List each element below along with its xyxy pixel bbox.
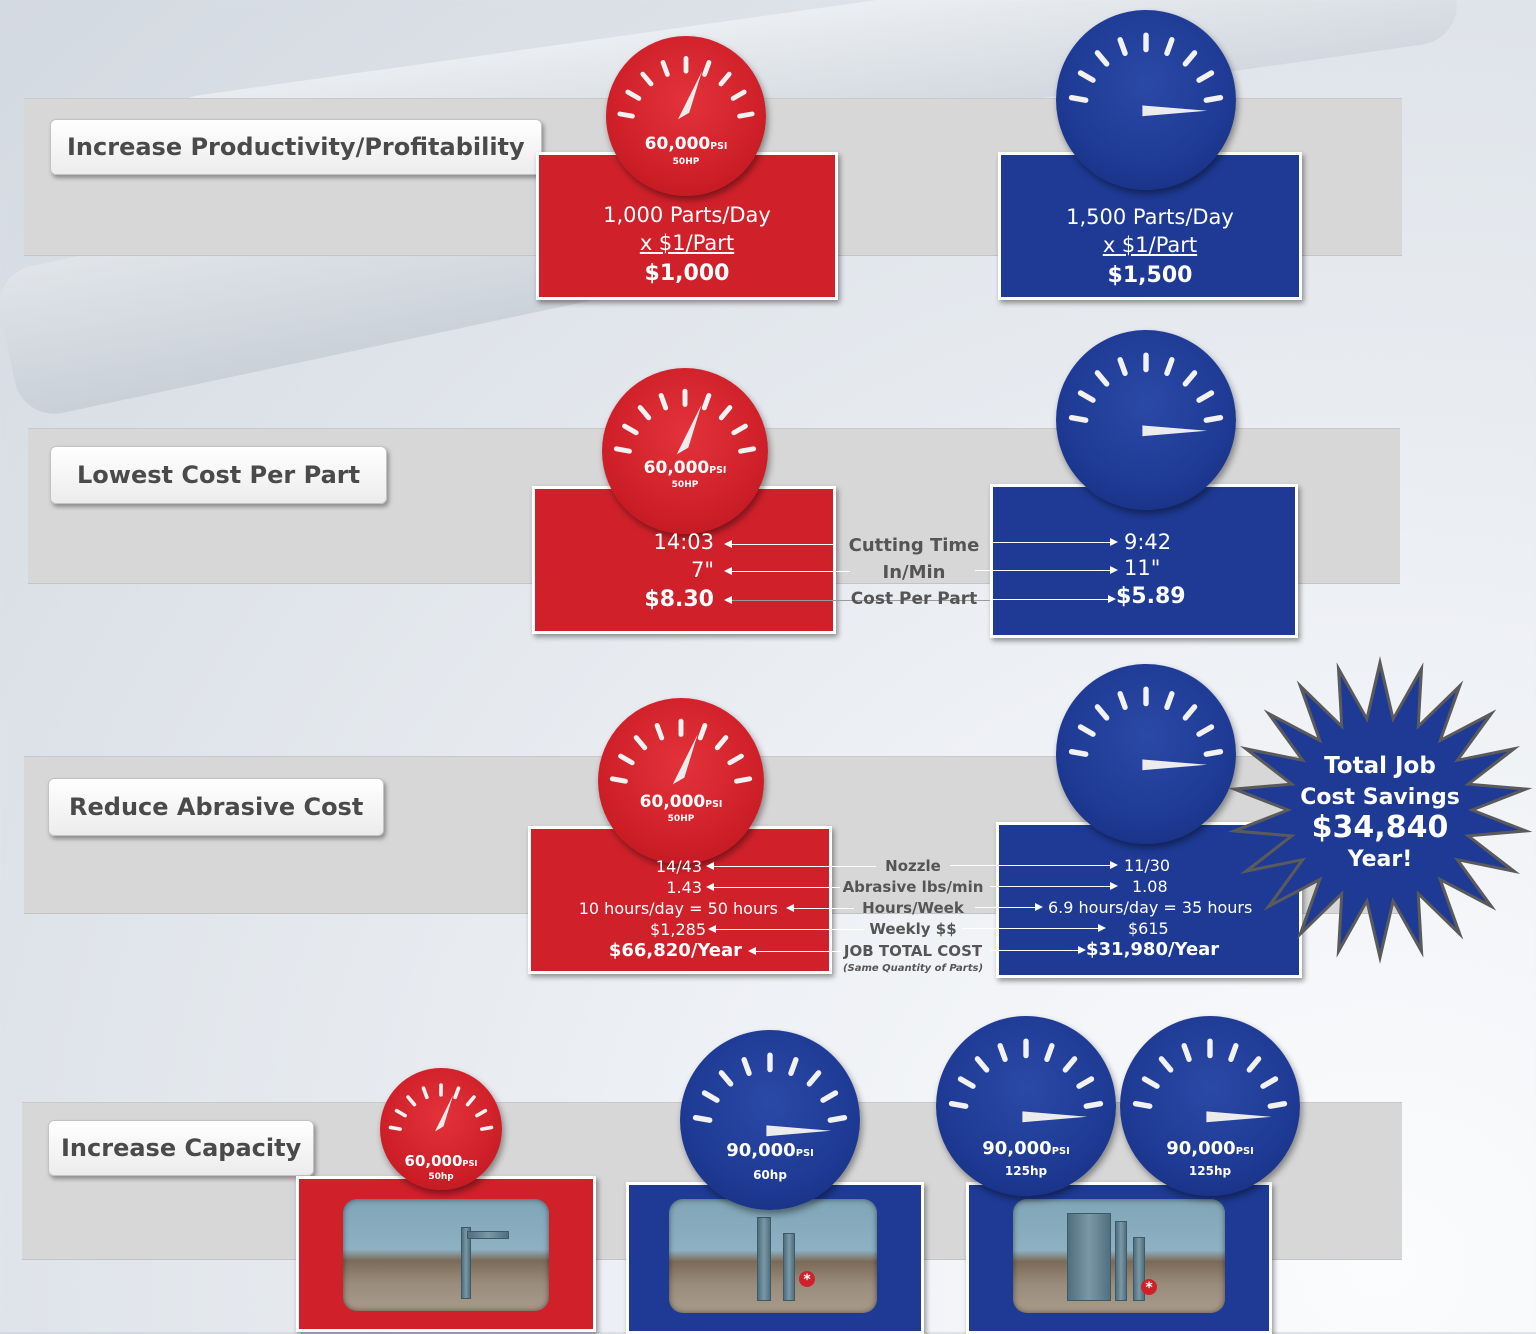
gauge-tick xyxy=(741,449,754,451)
gauge-tick xyxy=(1206,98,1220,101)
section-label-text: Lowest Cost Per Part xyxy=(77,461,361,489)
gauge-tick xyxy=(1120,360,1125,374)
gauge-tick xyxy=(391,1127,401,1129)
blue-gauge xyxy=(1056,330,1236,510)
gauge-unit: PSI xyxy=(462,1158,478,1168)
cut-parts-photo xyxy=(669,1199,877,1313)
parts-per-day: 1,000 Parts/Day xyxy=(603,203,771,227)
gauge-tick xyxy=(628,92,639,98)
row-right-value: 6.9 hours/day = 35 hours xyxy=(1048,898,1253,917)
gauge-needle xyxy=(678,71,702,119)
gauge-needle xyxy=(1142,759,1207,770)
gauge-tick xyxy=(830,1118,844,1121)
gauge-dial-icon xyxy=(680,1030,860,1210)
starburst-line4: Year! xyxy=(1347,847,1413,872)
gauge-tick xyxy=(1086,1104,1100,1107)
gauge-tick xyxy=(823,1093,835,1100)
gauge-tick xyxy=(455,1088,458,1097)
gauge-tick xyxy=(705,62,709,74)
row-left-value: $8.30 xyxy=(644,587,714,612)
gauge-tick xyxy=(625,426,637,433)
capacity-gauge xyxy=(1120,1016,1300,1196)
gauge-tick xyxy=(1249,1059,1258,1070)
gauge-tick xyxy=(408,1097,414,1104)
gauge-unit: PSI xyxy=(795,1148,814,1159)
row-label: Cost Per Part xyxy=(850,589,978,609)
arrow-right xyxy=(990,950,1078,951)
gauge-hp: 125hp xyxy=(1188,1164,1232,1178)
gauge-tick xyxy=(1072,418,1086,421)
gauge-tick xyxy=(1206,752,1220,755)
gauge-hp: 50HP xyxy=(671,480,699,490)
row-left-value: 10 hours/day = 50 hours xyxy=(578,899,778,918)
cut-part xyxy=(757,1217,771,1301)
cut-part xyxy=(1115,1221,1127,1301)
gauge-tick xyxy=(661,395,666,407)
gauge-tick xyxy=(620,114,633,116)
arrow-right xyxy=(975,907,1035,908)
cut-parts-photo xyxy=(343,1199,549,1311)
capacity-gauge xyxy=(936,1016,1116,1196)
gauge-needle xyxy=(677,405,702,455)
gauge-tick xyxy=(1072,98,1086,101)
gauge-tick xyxy=(482,1127,492,1129)
gauge-tick xyxy=(1000,1046,1005,1060)
gauge-tick xyxy=(1167,40,1172,54)
gauge-tick xyxy=(468,1097,474,1104)
gauge-tick xyxy=(1120,694,1125,708)
gauge-dial-icon xyxy=(606,36,766,196)
gauge-tick xyxy=(721,408,730,418)
gauge-tick xyxy=(721,1073,730,1084)
row-label: Hours/Week xyxy=(862,899,964,917)
capacity-gauge xyxy=(680,1030,860,1210)
section-label-capacity xyxy=(48,1120,314,1176)
gauge-tick xyxy=(612,779,625,781)
section-label-text: Reduce Abrasive Cost xyxy=(69,793,364,821)
gauge-hp: 50HP xyxy=(667,814,695,824)
parts-per-day: 1,500 Parts/Day xyxy=(1066,205,1234,229)
row-right-value: 11/30 xyxy=(1124,856,1171,875)
gauge-tick xyxy=(1263,1079,1275,1086)
gauge-tick xyxy=(1079,1079,1091,1086)
gauge-psi: 60,000 xyxy=(643,458,710,478)
gauge-tick xyxy=(636,738,645,748)
arrow-right xyxy=(975,570,1110,571)
gauge-hp: 60hp xyxy=(753,1168,787,1182)
gauge-tick xyxy=(1185,53,1194,64)
gauge-dial-icon xyxy=(1056,664,1236,844)
gauge-tick xyxy=(961,1079,973,1086)
arrow-right xyxy=(990,886,1110,887)
row-label: JOB TOTAL COST xyxy=(843,942,983,960)
capacity-panel-red xyxy=(296,1176,596,1332)
arrow-right xyxy=(962,928,1098,929)
row-left-value: 14/43 xyxy=(655,857,702,876)
asterisk-badge: * xyxy=(1141,1279,1157,1295)
row-label: Weekly $$ xyxy=(869,920,957,938)
section-label-text: Increase Capacity xyxy=(61,1134,302,1162)
gauge-needle xyxy=(1206,1111,1271,1122)
arrow-left xyxy=(756,951,842,952)
gauge-tick xyxy=(809,1073,818,1084)
row-left-value: $1,285 xyxy=(650,920,706,939)
gauge-tick xyxy=(397,1111,405,1116)
gauge-tick xyxy=(737,779,750,781)
gauge-tick xyxy=(1081,393,1093,400)
gauge-tick xyxy=(733,92,744,98)
gauge-tick xyxy=(1185,373,1194,384)
cut-part xyxy=(1067,1213,1111,1301)
gauge-tick xyxy=(977,1059,986,1070)
gauge-psi: 60,000 xyxy=(639,792,706,812)
arrow-right xyxy=(992,542,1110,543)
gauge-tick xyxy=(1184,1046,1189,1060)
arrow-right xyxy=(990,599,1108,600)
gauge-tick xyxy=(477,1111,485,1116)
row-left-value: 1.43 xyxy=(666,878,702,897)
gauge-tick xyxy=(696,1118,710,1121)
row-right-value: $5.89 xyxy=(1116,584,1186,609)
gauge-tick xyxy=(740,114,753,116)
gauge-tick xyxy=(1097,53,1106,64)
section-label-productivity xyxy=(50,119,542,175)
gauge-hp: 50HP xyxy=(672,157,700,167)
same-quantity-note: (Same Quantity of Parts) xyxy=(842,963,984,974)
gauge-tick xyxy=(621,756,633,763)
gauge-tick xyxy=(1199,393,1211,400)
daily-total: $1,000 xyxy=(644,261,730,286)
row-label: In/Min xyxy=(882,562,946,583)
asterisk-badge: * xyxy=(799,1271,815,1287)
gauge-needle xyxy=(435,1095,453,1132)
gauge-unit: PSI xyxy=(705,799,723,810)
gauge-tick xyxy=(791,1060,796,1074)
gauge-tick xyxy=(616,449,629,451)
rate-per-part: x $1/Part xyxy=(1102,233,1198,257)
arrow-right xyxy=(950,865,1110,866)
gauge-tick xyxy=(744,1060,749,1074)
gauge-tick xyxy=(640,408,649,418)
gauge-tick xyxy=(1185,707,1194,718)
gauge-tick xyxy=(1097,373,1106,384)
row-right-value: 1.08 xyxy=(1132,877,1168,896)
red-gauge xyxy=(606,36,766,196)
gauge-hp: 125hp xyxy=(1004,1164,1048,1178)
capacity-gauge xyxy=(380,1068,502,1190)
gauge-dial-icon xyxy=(602,368,768,534)
row-left-value: 7" xyxy=(690,558,714,582)
gauge-tick xyxy=(717,738,726,748)
rate-per-part: x $1/Part xyxy=(639,231,735,255)
gauge-tick xyxy=(704,395,709,407)
gauge-tick xyxy=(1270,1104,1284,1107)
gauge-tick xyxy=(1206,418,1220,421)
row-left-value: $66,820/Year xyxy=(608,940,742,961)
arrow-left xyxy=(732,544,836,545)
gauge-tick xyxy=(1047,1046,1052,1060)
gauge-tick xyxy=(730,756,742,763)
gauge-tick xyxy=(1167,360,1172,374)
red-gauge xyxy=(602,368,768,534)
gauge-unit: PSI xyxy=(709,465,727,476)
gauge-tick xyxy=(705,1093,717,1100)
row-label: Nozzle xyxy=(885,857,941,875)
gauge-needle xyxy=(1142,425,1207,436)
gauge-psi: 90,000 xyxy=(982,1138,1052,1159)
gauge-tick xyxy=(643,74,651,84)
gauge-tick xyxy=(734,426,746,433)
red-gauge xyxy=(598,698,764,864)
cut-part xyxy=(467,1231,509,1239)
arrow-left xyxy=(732,571,850,572)
gauge-needle xyxy=(766,1125,831,1136)
row-label: Abrasive lbs/min xyxy=(842,878,984,896)
gauge-tick xyxy=(1231,1046,1236,1060)
gauge-tick xyxy=(1081,73,1093,80)
gauge-tick xyxy=(1081,727,1093,734)
daily-total: $1,500 xyxy=(1107,263,1193,288)
blue-gauge xyxy=(1056,10,1236,190)
cut-parts-photo xyxy=(1013,1199,1225,1313)
gauge-tick xyxy=(423,1088,426,1097)
gauge-tick xyxy=(952,1104,966,1107)
capacity-panel-blue-double xyxy=(966,1182,1272,1334)
gauge-tick xyxy=(1199,73,1211,80)
gauge-tick xyxy=(1097,707,1106,718)
gauge-tick xyxy=(1072,752,1086,755)
gauge-tick xyxy=(700,725,705,737)
starburst-line2: Cost Savings xyxy=(1300,785,1460,810)
gauge-unit: PSI xyxy=(1051,1146,1070,1157)
section-label-abrasive xyxy=(48,778,384,836)
arrow-left xyxy=(714,887,840,888)
section-label-text: Increase Productivity/Profitability xyxy=(67,133,525,161)
gauge-tick xyxy=(721,74,729,84)
gauge-unit: PSI xyxy=(710,141,728,152)
gauge-psi: 60,000 xyxy=(404,1152,463,1170)
gauge-hp: 50hp xyxy=(428,1172,454,1182)
savings-starburst xyxy=(1224,654,1536,966)
gauge-needle xyxy=(1142,105,1207,116)
row-right-value: $31,980/Year xyxy=(1086,939,1220,960)
gauge-psi: 90,000 xyxy=(726,1140,796,1161)
gauge-needle xyxy=(673,735,698,785)
section-label-cost-per-part xyxy=(50,446,387,504)
gauge-tick xyxy=(1065,1059,1074,1070)
gauge-psi: 60,000 xyxy=(644,134,711,154)
gauge-dial-icon xyxy=(1056,330,1236,510)
gauge-tick xyxy=(1120,40,1125,54)
blue-gauge xyxy=(1056,664,1236,844)
gauge-unit: PSI xyxy=(1235,1146,1254,1157)
row-left-value: 14:03 xyxy=(653,530,714,554)
gauge-dial-icon xyxy=(1056,10,1236,190)
gauge-needle xyxy=(1022,1111,1087,1122)
gauge-tick xyxy=(1136,1104,1150,1107)
gauge-tick xyxy=(1145,1079,1157,1086)
row-right-value: 11" xyxy=(1124,556,1161,580)
row-right-value: 9:42 xyxy=(1124,530,1172,554)
gauge-tick xyxy=(1199,727,1211,734)
gauge-tick xyxy=(657,725,662,737)
gauge-tick xyxy=(663,62,667,74)
starburst-amount: $34,840 xyxy=(1311,810,1449,845)
row-right-value: $615 xyxy=(1128,919,1169,938)
starburst-line1: Total Job xyxy=(1324,753,1436,779)
row-label: Cutting Time xyxy=(848,535,980,556)
gauge-tick xyxy=(1161,1059,1170,1070)
gauge-tick xyxy=(1167,694,1172,708)
cut-part xyxy=(783,1233,795,1301)
gauge-psi: 90,000 xyxy=(1166,1138,1236,1159)
gauge-dial-icon xyxy=(598,698,764,864)
